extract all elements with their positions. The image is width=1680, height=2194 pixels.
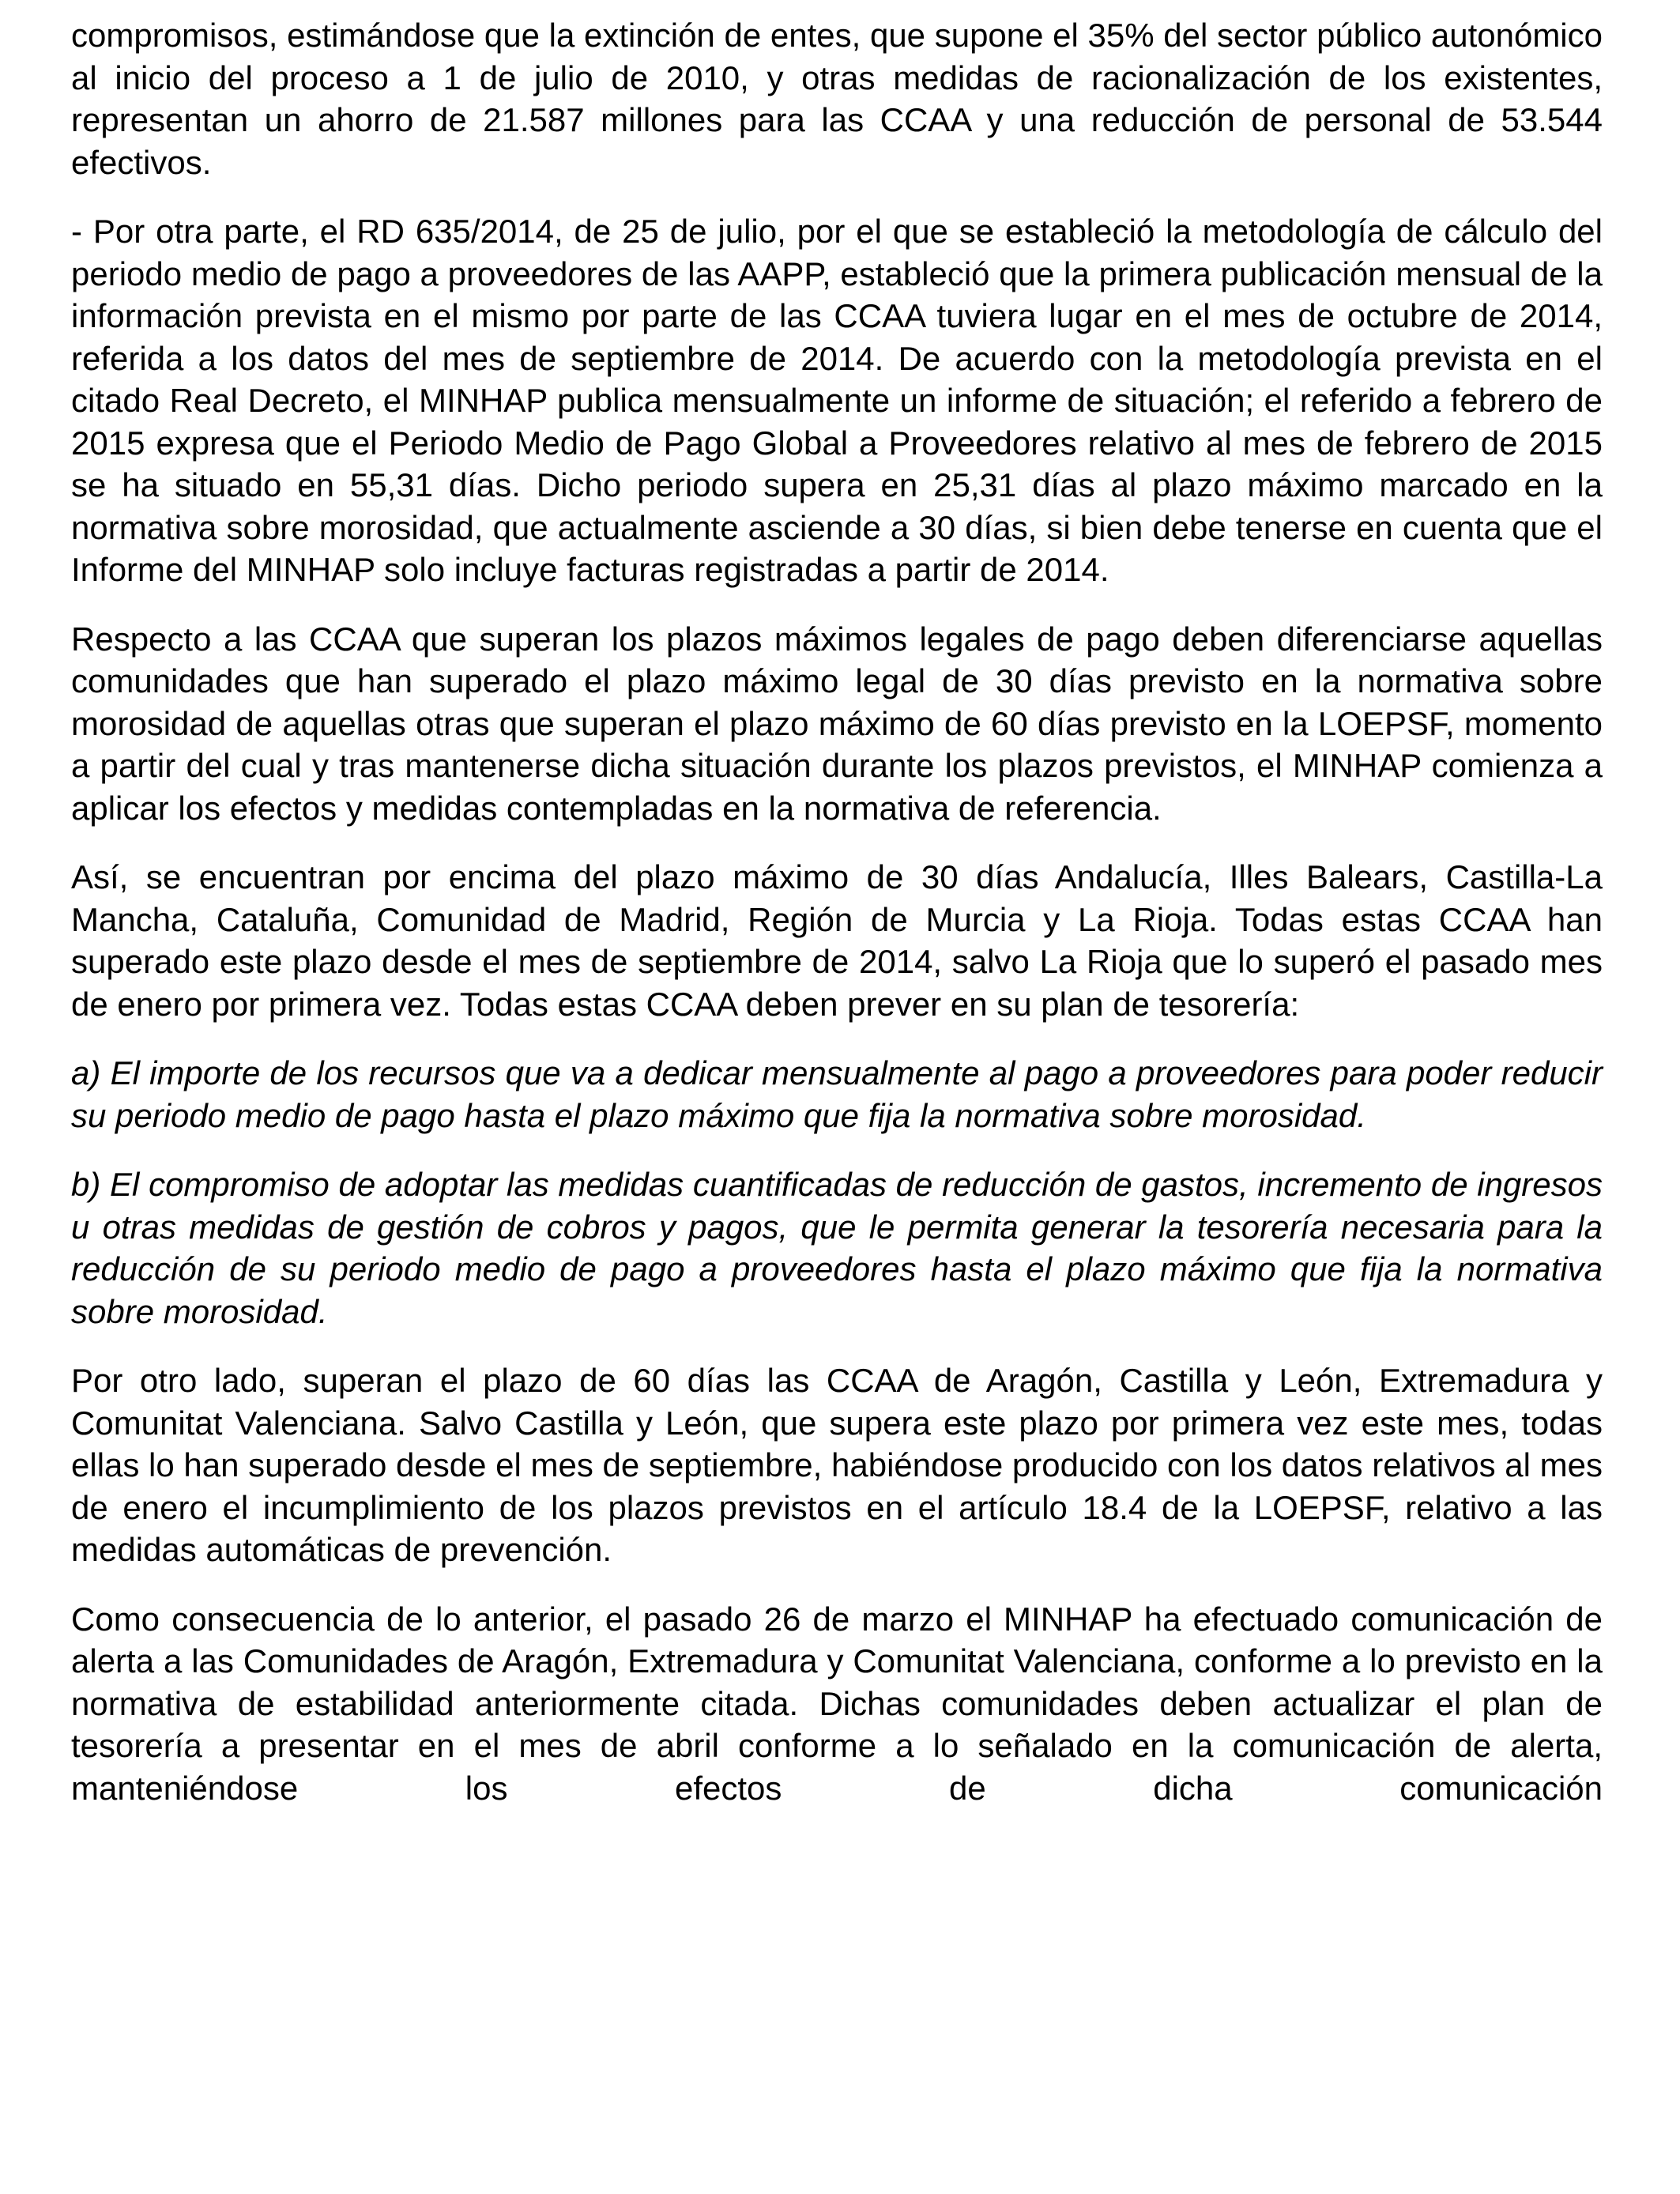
paragraph-extincion-entes: compromisos, estimándose que la extinción de entes, que supone el 35% del sector público autonómico al inicio del proceso a 1 de julio de 2010, y otras medidas de racionalización de los existentes, representan un ahorro de 21.587 millones para las CCAA y una reducción de personal de 53.544 efectivos.: [71, 17, 1603, 181]
paragraph-rd-635-2014: - Por otra parte, el RD 635/2014, de 25 de julio, por el que se estableció la metodología de cálculo del periodo medio de pago a proveedores de las AAPP, estableció que la primera publicación mensual de la información prevista en el mismo por parte de las CCAA tuviera lugar en el mes de octubre de 2014, referida a los datos del mes de septiembre de 2014. De acuerdo con la metodología prevista en el citado Real Decreto, el MINHAP publica mensualmente un informe de situación; el referido a febrero de 2015 expresa que el Periodo Medio de Pago Global a Proveedores relativo al mes de febrero de 2015 se ha situado en 55,31 días. Dicho periodo supera en 25,31 días al plazo máximo marcado en la normativa sobre morosidad, que actualmente asciende a 30 días, si bien debe tenerse en cuenta que el Informe del MINHAP solo incluye facturas registradas a partir de 2014.: [71, 213, 1603, 588]
paragraph-comunicacion-alerta: Como consecuencia de lo anterior, el pasado 26 de marzo el MINHAP ha efectuado comunicación de alerta a las Comunidades de Aragón, Extremadura y Comunitat Valenciana, conforme a lo previsto en la normativa de estabilidad anteriormente citada. Dichas comunidades deben actualizar el plan de tesorería a presentar en el mes de abril conforme a lo señalado en la comunicación de alerta, manteniéndose los efectos de dicha comunicación: [71, 1600, 1603, 1807]
paragraph-plazo-30-dias: Así, se encuentran por encima del plazo máximo de 30 días Andalucía, Illes Balears, Castilla-La Mancha, Cataluña, Comunidad de Madrid, Región de Murcia y La Rioja. Todas estas CCAA han superado este plazo desde el mes de septiembre de 2014, salvo La Rioja que lo superó el pasado mes de enero por primera vez. Todas estas CCAA deben prever en su plan de tesorería:: [71, 858, 1603, 1023]
paragraph-item-a: a) El importe de los recursos que va a dedicar mensualmente al pago a proveedores para poder reducir su periodo medio de pago hasta el plazo máximo que fija la normativa sobre morosidad.: [71, 1054, 1603, 1134]
document-page: [71, 14, 1603, 1809]
paragraph-plazos-maximos: Respecto a las CCAA que superan los plazos máximos legales de pago deben diferenciarse aquellas comunidades que han superado el plazo máximo legal de 30 días previsto en la normativa sobre morosidad de aquellas otras que superan el plazo máximo de 60 días previsto en la LOEPSF, momento a partir del cual y tras mantenerse dicha situación durante los plazos previstos, el MINHAP comienza a aplicar los efectos y medidas contempladas en la normativa de referencia.: [71, 620, 1603, 827]
paragraph-plazo-60-dias: Por otro lado, superan el plazo de 60 días las CCAA de Aragón, Castilla y León, Extremadura y Comunitat Valenciana. Salvo Castilla y León, que supera este plazo por primera vez este mes, todas ellas lo han superado desde el mes de septiembre, habiéndose producido con los datos relativos al mes de enero el incumplimiento de los plazos previstos en el artículo 18.4 de la LOEPSF, relativo a las medidas automáticas de prevención.: [71, 1362, 1603, 1568]
paragraph-item-b: b) El compromiso de adoptar las medidas cuantificadas de reducción de gastos, incremento de ingresos u otras medidas de gestión de cobros y pagos, que le permita generar la tesorería necesaria para la reducción de su periodo medio de pago a proveedores hasta el plazo máximo que fija la normativa sobre morosidad.: [71, 1166, 1603, 1330]
